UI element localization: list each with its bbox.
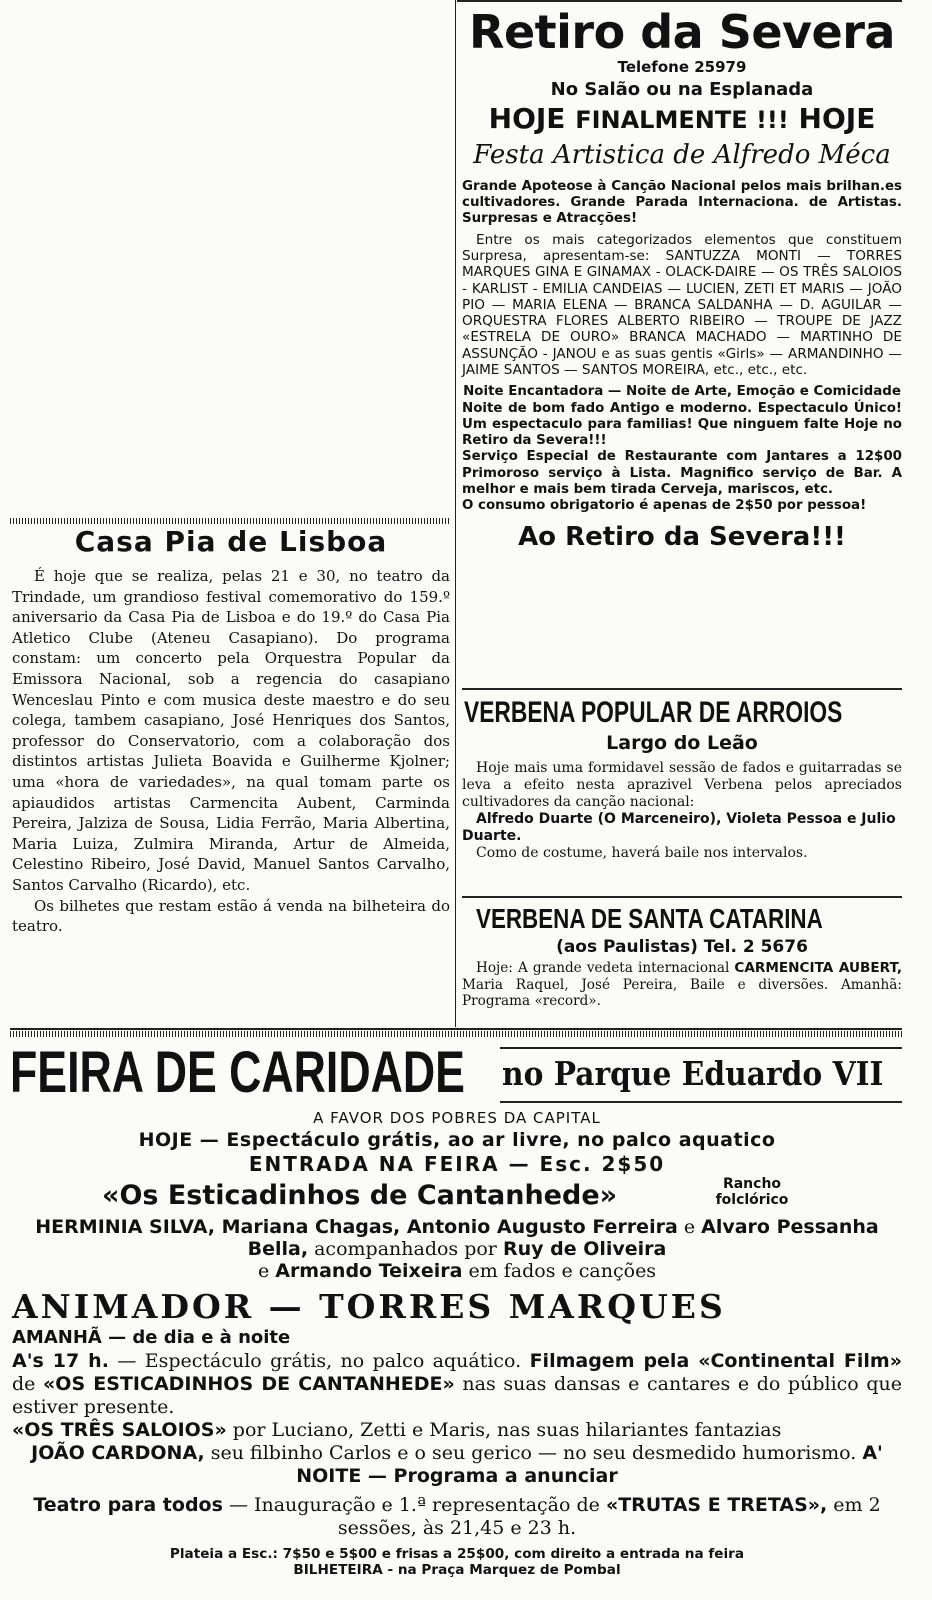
arroios-rule [462, 688, 902, 690]
retiro-surpresa [462, 232, 902, 379]
catarina-subtitle: (aos Paulistas) Tel. 2 5676 [556, 937, 808, 957]
feira-cardona-c: A' NOITE — Programa a anunciar [296, 1442, 883, 1487]
feira-cardona [12, 1442, 902, 1488]
casapia-para2: Os bilhetes que restam estão á venda na bilheteira do teatro. [12, 896, 450, 936]
catarina-text-b: Maria Raquel, José Pereira, Baile e diversões. Amanhã: Programa «record». [462, 976, 902, 1009]
ad-retiro-da-severa [462, 6, 902, 553]
feira-saloios-a: «OS TRÊS SALOIOS» [12, 1419, 227, 1441]
feira-animador: ANIMADOR — TORRES MARQUES [12, 1287, 726, 1326]
feira-artists-end: em fados e canções [462, 1260, 657, 1282]
feira-17h-c: Filmagem pela «Continental Film» [529, 1350, 902, 1372]
retiro-apoteose: Grande Apoteose à Canção Nacional pelos mais brilhan.es cultivadores. Grande Parada Internaciona. de Artistas. Surpresas e Atracções! [462, 179, 902, 227]
catarina-rule [462, 896, 902, 898]
retiro-hoje-mid: FINALMENTE !!! [575, 106, 789, 134]
retiro-artists: SANTUZZA MONTI — TORRES MARQUES GINA E GINAMAX - OLACK-DAIRE — OS TRÊS SALOIOS - KARLIST - EMILIA CANDEIAS — LUCIEN, ZETI ET MARIS — JOÃO PIO — MARIA ELENA — BRANCA SALDANHA — D. AGUILAR — ORQUESTRA FLORES ALBERTO RIBEIRO — TROUPE DE JAZZ «ESTRELA DE OURO» BRANCA MACHADO — MARTINHO DE ASSUNÇÃO - JANOU e as suas gentis «Girls» — ARMANDINHO — JAIME SANTOS — SANTOS MOREIRA, etc., etc., etc. [462, 247, 902, 378]
feira-cardona-b: seu filbinho Carlos e o seu gerico — no seu desmedido humorismo. [204, 1442, 863, 1464]
feira-esticadinhos: «Os Esticadinhos de Cantanhede» [102, 1180, 618, 1211]
catarina-text [462, 960, 902, 1010]
column-divider [455, 0, 456, 1027]
feira-saloios-b: por Luciano, Zetti e Maris, nas suas hilariantes fantazias [226, 1419, 782, 1441]
feira-favor: A FAVOR DOS POBRES DA CAPITAL [313, 1109, 601, 1127]
feira-rule-dotted [10, 1031, 902, 1037]
retiro-noite: Noite Encantadora — Noite de Arte, Emoção e Comicidade [463, 384, 901, 400]
top-rule [457, 0, 902, 2]
article-casa-pia [12, 524, 450, 937]
feira-title: FEIRA DE CARIDADE [10, 1040, 465, 1105]
feira-hoje: HOJE — Espectáculo grátis, ao ar livre, no palco aquatico [138, 1129, 776, 1151]
feira-artists [12, 1216, 902, 1282]
retiro-surpresa-intro: Entre os mais categorizados elementos que constituem Surpresa, apresentam-se: [462, 231, 902, 264]
retiro-salao: No Salão ou na Esplanada [550, 79, 814, 100]
catarina-star: CARMENCITA AUBERT, [734, 960, 902, 976]
feira-artists-b: Alvaro Pessanha Bella, [247, 1216, 879, 1260]
feira-artists-d: Armando Teixeira [275, 1260, 463, 1282]
feira-teatro-a: Teatro para todos [33, 1494, 223, 1516]
feira-teatro [12, 1494, 902, 1540]
retiro-consumo: O consumo obrigatorio é apenas de 2$50 por pessoa! [462, 498, 867, 514]
retiro-hoje-right: HOJE [798, 102, 876, 135]
catarina-title: VERBENA DE SANTA CATARINA [476, 903, 823, 934]
arroios-title-wrap [462, 694, 902, 732]
feira-artists-a: HERMINIA SILVA, Mariana Chagas, Antonio Augusto Ferreira [35, 1216, 678, 1238]
feira-plateia: Plateia a Esc.: 7$50 e 5$00 e frisas a 25$00, com direito a entrada na feira [169, 1546, 745, 1562]
feira-teatro-c: «TRUTAS E TRETAS», [605, 1494, 828, 1516]
arroios-text: Hoje mais uma formidavel sessão de fados e guitarradas se leva a efeito nesta aprazivel Verbena pelos apreciados cultivadores da canção nacional: [462, 760, 902, 810]
retiro-noite-fado: Noite de bom fado Antigo e moderno. Espectaculo Único! Um espectaculo para familias! Que ninguem falte Hoje no Retiro da Severa!!! [462, 400, 902, 449]
feira-rancho: Rancho folclórico [715, 1176, 789, 1208]
arroios-baile: Como de costume, haverá baile nos intervalos. [476, 845, 808, 861]
feira-artists-acomp: acompanhados por [308, 1238, 503, 1260]
feira-teatro-b: — Inauguração e 1.ª representação de [222, 1494, 606, 1516]
feira-artists-e2: e [257, 1260, 276, 1282]
feira-amanha: AMANHÃ — de dia e à noite [12, 1327, 291, 1348]
feira-entrada: ENTRADA NA FEIRA — Esc. 2$50 [248, 1152, 666, 1176]
feira-17h [12, 1350, 902, 1419]
retiro-hoje-left: HOJE [488, 102, 566, 135]
retiro-telefone: Telefone 25979 [617, 58, 747, 76]
ad-verbena-santa-catarina [462, 902, 902, 1010]
feira-cardona-a: JOÃO CARDONA, [31, 1442, 205, 1464]
arroios-subtitle: Largo do Leão [606, 732, 758, 754]
retiro-ao-retiro: Ao Retiro da Severa!!! [518, 521, 846, 552]
arroios-artists: Alfredo Duarte (O Marceneiro), Violeta Pessoa e Julio Duarte. [462, 811, 896, 844]
casapia-para1: É hoje que se realiza, pelas 21 e 30, no teatro da Trindade, um grandioso festival comemorativo do 159.º aniversario da Casa Pia de Lisboa e do 19.º do Casa Pia Atletico Clube (Ateneu Casapiano). Do programa constam: um concerto pela Orquestra Popular da Emissora Nacional, sob a regencia do casapiano Wenceslau Pinto e com musica deste maestro e do seu colega, tambem casapiano, José Henriques dos Santos, professor do Conservatorio, com a colaboração dos distintos artistas Julieta Boavida e Guilherme Kjolner; uma «hora de variedades», na qual tomam parte os apiaudidos artistas Carmencita Aubent, Carminda Pereira, Jalziza de Sousa, Lidia Ferrão, Maria Albertina, Maria Luiza, Zulmira Miranda, Artur de Almeida, Celestino Ribeiro, José David, Manuel Santos Carvalho, Santos Carvalho (Ricardo), etc. [12, 567, 450, 894]
feira-17h-f: nas suas dansas e cantares e do público que estiver presente. [12, 1373, 902, 1418]
feira-17h-b: — Espectáculo grátis, no palco aquático. [108, 1350, 530, 1372]
feira-teatro-d: em 2 sessões, às 21,45 e 23 h. [337, 1494, 881, 1539]
feira-rule [10, 1028, 902, 1030]
retiro-servico: Serviço Especial de Restaurante com Jantares a 12$00 Primoroso serviço à Lista. Magnifico serviço de Bar. A melhor e mais bem tirada Cerveja, mariscos, etc. [462, 449, 902, 498]
feira-esticadinhos-row [12, 1176, 902, 1216]
catarina-text-a: Hoje: A grande vedeta internacional [476, 960, 735, 976]
ad-verbena-arroios [462, 694, 902, 862]
retiro-hoje-line [462, 102, 902, 137]
feira-artists-e1: e [677, 1216, 702, 1238]
feira-bilheteira: BILHETEIRA - na Praça Marquez de Pombal [293, 1562, 621, 1578]
feira-artists-c: Ruy de Oliveira [502, 1238, 667, 1260]
retiro-festa: Festa Artistica de Alfredo Méca [473, 140, 891, 170]
feira-17h-e: «OS ESTICADINHOS DE CANTANHEDE» [43, 1373, 455, 1395]
catarina-title-wrap [462, 902, 902, 936]
feira-saloios [12, 1419, 902, 1442]
feira-17h-d: de [12, 1373, 44, 1395]
arroios-title: VERBENA POPULAR DE ARROIOS [464, 696, 843, 729]
casapia-title: Casa Pia de Lisboa [74, 525, 388, 558]
ad-feira-de-caridade [12, 1108, 902, 1578]
feira-parque: no Parque Eduardo VII [502, 1054, 884, 1093]
retiro-title: Retiro da Severa [469, 5, 895, 59]
feira-17h-a: A's 17 h. [12, 1350, 109, 1372]
